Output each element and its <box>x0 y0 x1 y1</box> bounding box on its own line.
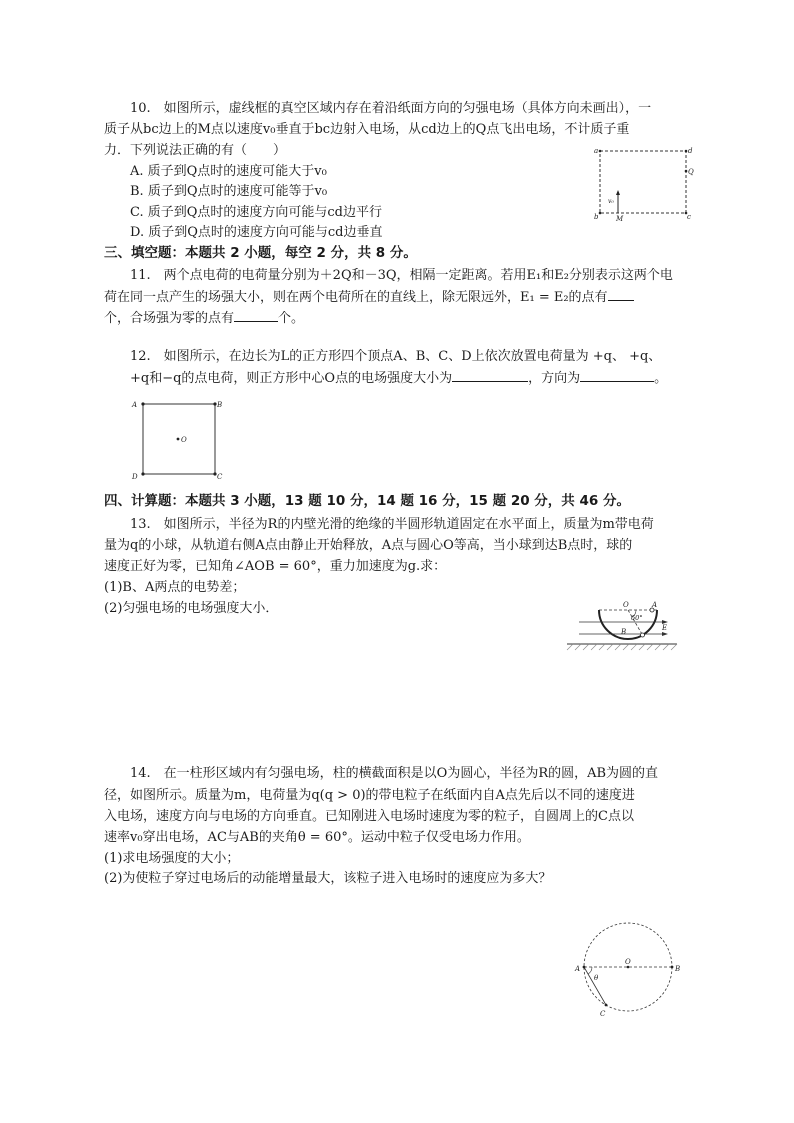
q13-line2: 量为q的小球，从轨道右侧A点由静止开始释放，A点与圆心O等高，当小球到达B点时，球的 <box>104 538 633 553</box>
q12-line1: 12. 如图所示，在边长为L的正方形四个顶点A、B、C、D上依次放置电荷量为 +q、 +q、 <box>130 349 662 364</box>
section-4-heading: 四、计算题：本题共 3 小题，13 题 10 分，14 题 16 分，15 题 20 分，共 46 分。 <box>104 493 630 509</box>
q12-line2: +q和−q的点电荷，则正方形中心O点的电场强度大小为 ，方向为 。 <box>130 368 667 388</box>
q14-label-o: O <box>625 958 631 966</box>
q14-figure <box>570 920 690 1020</box>
q14-label-theta: θ <box>594 974 599 982</box>
q14-line1: 14. 在一柱形区域内有匀强电场，柱的横截面积是以O为圆心，半径为R的圆，AB为圆的直 <box>130 766 659 781</box>
q13-figure <box>565 598 685 654</box>
q13-label-a: A <box>652 601 658 609</box>
q14-line2: 径，如图所示。质量为m，电荷量为q(q > 0)的带电粒子在纸面内自A点先后以不同的速度进 <box>104 788 635 803</box>
q14-line3: 入电场，速度方向与电场的方向垂直。已知刚进入电场时速度为零的粒子，自圆周上的C点以 <box>104 809 634 824</box>
q14-sub1: (1)求电场强度的大小； <box>104 851 240 866</box>
q14-sub2: (2)为使粒子穿过电场后的动能增量最大，该粒子进入电场时的速度应为多大？ <box>104 871 552 886</box>
q13-label-b: B <box>621 628 627 636</box>
q11-blank-2[interactable] <box>234 308 278 322</box>
q12-label-d: D <box>132 473 138 481</box>
q10-label-q: Q <box>688 168 694 176</box>
q11-line2: 荷在同一点产生的场强大小，则在两个电荷所在的直线上，除无限远外，E₁ = E₂的点有 <box>104 287 634 307</box>
q10-label-m: M <box>616 215 624 223</box>
q13-label-o: O <box>623 601 629 609</box>
q13-sub1: (1)B、A两点的电势差； <box>104 580 246 595</box>
q10-label-a: a <box>594 147 599 155</box>
q10-option-c: C. 质子到Q点时的速度方向可能与cd边平行 <box>130 205 383 220</box>
q11-line1: 11. 两个点电荷的电荷量分别为＋2Q和－3Q，相隔一定距离。若用E₁和E₂分别表示这两个电 <box>130 268 673 283</box>
q13-line3: 速度正好为零，已知角∠AOB = 60°，重力加速度为g.求： <box>104 559 447 574</box>
q14-line4: 速率v₀穿出电场，AC与AB的夹角θ = 60°。运动中粒子仅受电场力作用。 <box>104 830 530 845</box>
q10-option-a: A. 质子到Q点时的速度可能大于v₀ <box>130 164 327 179</box>
q13-line1: 13. 如图所示，半径为R的内壁光滑的绝缘的半圆形轨道固定在水平面上，质量为m带电荷 <box>130 517 654 532</box>
q10-figure <box>590 143 700 225</box>
q14-label-b: B <box>675 965 681 973</box>
q10-line3: 力．下列说法正确的有（ ） <box>104 143 287 158</box>
q12-label-o: O <box>181 436 187 444</box>
q10-label-c: c <box>687 213 691 221</box>
q12-label-a: A <box>132 401 138 409</box>
q12-blank-2[interactable] <box>580 368 654 382</box>
q13-label-angle: 60° <box>631 614 643 622</box>
q11-line3: 个，合场强为零的点有 个。 <box>104 308 304 328</box>
section-3-heading: 三、填空题：本题共 2 小题，每空 2 分，共 8 分。 <box>104 245 417 261</box>
q10-line1: 10. 如图所示，虚线框的真空区域内存在着沿纸面方向的匀强电场（具体方向未画出），一 <box>130 101 652 116</box>
q10-option-d: D. 质子到Q点时的速度方向可能与cd边垂直 <box>130 225 383 240</box>
q13-label-e: E <box>662 624 668 632</box>
q12-figure <box>128 396 228 482</box>
q12-label-b: B <box>217 401 223 409</box>
q10-line2: 质子从bc边上的M点以速度v₀垂直于bc边射入电场，从cd边上的Q点飞出电场，不计质子重 <box>104 122 630 137</box>
q13-sub2: (2)匀强电场的电场强度大小． <box>104 601 279 616</box>
q10-label-v0: v₀ <box>608 198 614 205</box>
q12-blank-1[interactable] <box>452 368 528 382</box>
q10-option-b: B. 质子到Q点时的速度可能等于v₀ <box>130 184 328 199</box>
q11-blank-1[interactable] <box>608 287 634 301</box>
q14-label-a: A <box>575 965 581 973</box>
q10-label-d: d <box>688 147 693 155</box>
q10-label-b: b <box>594 213 599 221</box>
q14-label-c: C <box>600 1010 606 1018</box>
q12-label-c: C <box>217 473 223 481</box>
